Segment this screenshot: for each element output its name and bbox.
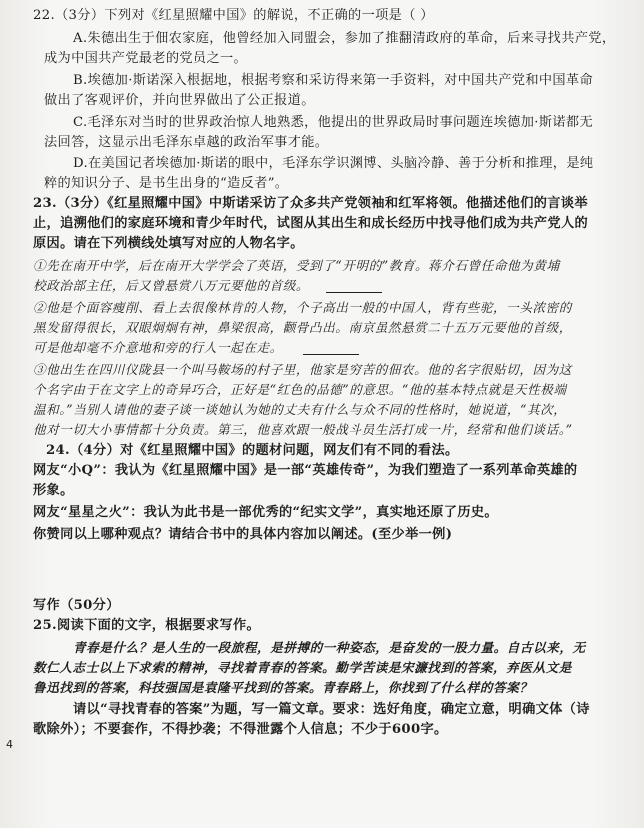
q24-netizen1-line2: 形象。 <box>33 483 74 498</box>
q24-netizen1-line1: 网友“小Q”：我认为《红星照耀中国》是一部“英雄传奇”，为我们塑造了一系列革命英雄的 <box>33 463 578 478</box>
writing-heading: 写作（50分） <box>33 598 120 613</box>
q22-stem: 22.（3分）下列对《红星照耀中国》的解说，不正确的一项是（ ） <box>33 8 434 23</box>
q25-task-line2: 歌除外）；不要套作，不得抄袭；不得泄露个人信息；不少于600字。 <box>33 722 448 737</box>
page-number: 4 <box>6 738 13 751</box>
q23-passage3-line1: ③他出生在四川仪陇县一个叫马鞍场的村子里，他家是穷苦的佃农。他的名字很贴切，因为这 <box>33 362 572 377</box>
q25-stem: 25.阅读下面的文字，根据要求写作。 <box>33 618 261 633</box>
q22-option-c-line1: C.毛泽东对当时的世界政治惊人地熟悉，他提出的世界政局时事问题连埃德加·斯诺都无 <box>73 115 593 130</box>
q24-prompt: 你赞同以上哪种观点？请结合书中的具体内容加以阐述。(至少举一例) <box>33 527 453 542</box>
q25-reading-line2: 数仁人志士以上下求索的精神，寻找着青春的答案。勤学苦读是宋濂找到的答案，弃医从文是 <box>33 660 572 675</box>
q23-passage1-line1: ①先在南开中学，后在南开大学学会了英语，受到了“开明的”教育。蒋介石曾任命他为黄埔 <box>33 258 560 273</box>
q23-stem-line1: 23.（3分）《红星照耀中国》中斯诺采访了众多共产党领袖和红军将领。他描述他们的言谈举 <box>33 196 588 211</box>
q23-stem-line2: 止，追溯他们的家庭环境和青少年时代，试图从其出生和成长经历中找寻他们成为共产党人的 <box>33 216 589 231</box>
q22-option-d-line2: 粹的知识分子、是书生出身的“造反者”。 <box>44 176 289 191</box>
q23-stem-line3: 原因。请在下列横线处填写对应的人物名字。 <box>33 236 304 251</box>
q22-option-d-line1: D.在美国记者埃德加·斯诺的眼中，毛泽东学识渊博、头脑冷静、善于分析和推理，是纯 <box>73 156 594 171</box>
q22-option-a-line1: A.朱德出生于佃农家庭，他曾经加入同盟会，参加了推翻清政府的革命，后来寻找共产党， <box>73 31 616 46</box>
q23-passage2-line3: 可是他却毫不介意地和旁的行人一起在走。 <box>33 340 283 355</box>
q23-passage2-line2: 黑发留得很长，双眼炯炯有神，鼻梁很高，颧骨凸出。南京虽然悬赏二十五万元要他的首级， <box>33 320 572 335</box>
q25-task-line1: 请以“寻找青春的答案”为题，写一篇文章。要求：选好角度，确定立意，明确文体（诗 <box>73 702 590 717</box>
q24-stem: 24.（4分）对《红星照耀中国》的题材问题，网友们有不同的看法。 <box>46 443 459 458</box>
q22-option-b-line1: B.埃德加·斯诺深入根据地，根据考察和采访得来第一手资料，对中国共产党和中国革命 <box>73 73 594 88</box>
answer-blank-2[interactable] <box>303 354 359 355</box>
q23-passage1-line2: 校政治部主任，后又曾悬赏八万元要他的首级。 <box>33 278 310 293</box>
q23-passage3-line2: 个名字由于在文字上的奇异巧合，正好是“红色的品德”的意思。“他的基本特点就是天性极端 <box>33 382 567 397</box>
q23-passage3-line4: 他对一切大小事情都十分负责。第三，他喜欢跟一般战斗员生活打成一片，经常和他们谈话。” <box>33 422 573 437</box>
q25-reading-line3: 鲁迅找到的答案，科技强国是袁隆平找到的答案。青春路上，你找到了什么样的答案？ <box>33 680 533 695</box>
q22-option-a-line2: 成为中国共产党最老的党员之一。 <box>44 51 248 66</box>
q22-option-b-line2: 做出了客观评价，并向世界做出了公正报道。 <box>44 93 315 108</box>
q22-option-c-line2: 法回答，这显示出毛泽东卓越的政治军事才能。 <box>44 135 329 150</box>
answer-blank-1[interactable] <box>326 292 382 293</box>
q23-passage2-line1: ②他是个面容瘦削、看上去很像林肯的人物，个子高出一般的中国人，背有些驼，一头浓密的 <box>33 300 572 315</box>
q23-passage3-line3: 温和。”当别人请他的妻子谈一谈她认为她的丈夫有什么与众不同的性格时，她说道，“其次， <box>33 402 567 417</box>
q24-netizen2: 网友“星星之火”：我认为此书是一部优秀的“纪实文学”，真实地还原了历史。 <box>33 505 498 520</box>
q25-reading-line1: 青春是什么？是人生的一段旅程，是拼搏的一种姿态，是奋发的一股力量。自古以来，无 <box>73 640 586 655</box>
